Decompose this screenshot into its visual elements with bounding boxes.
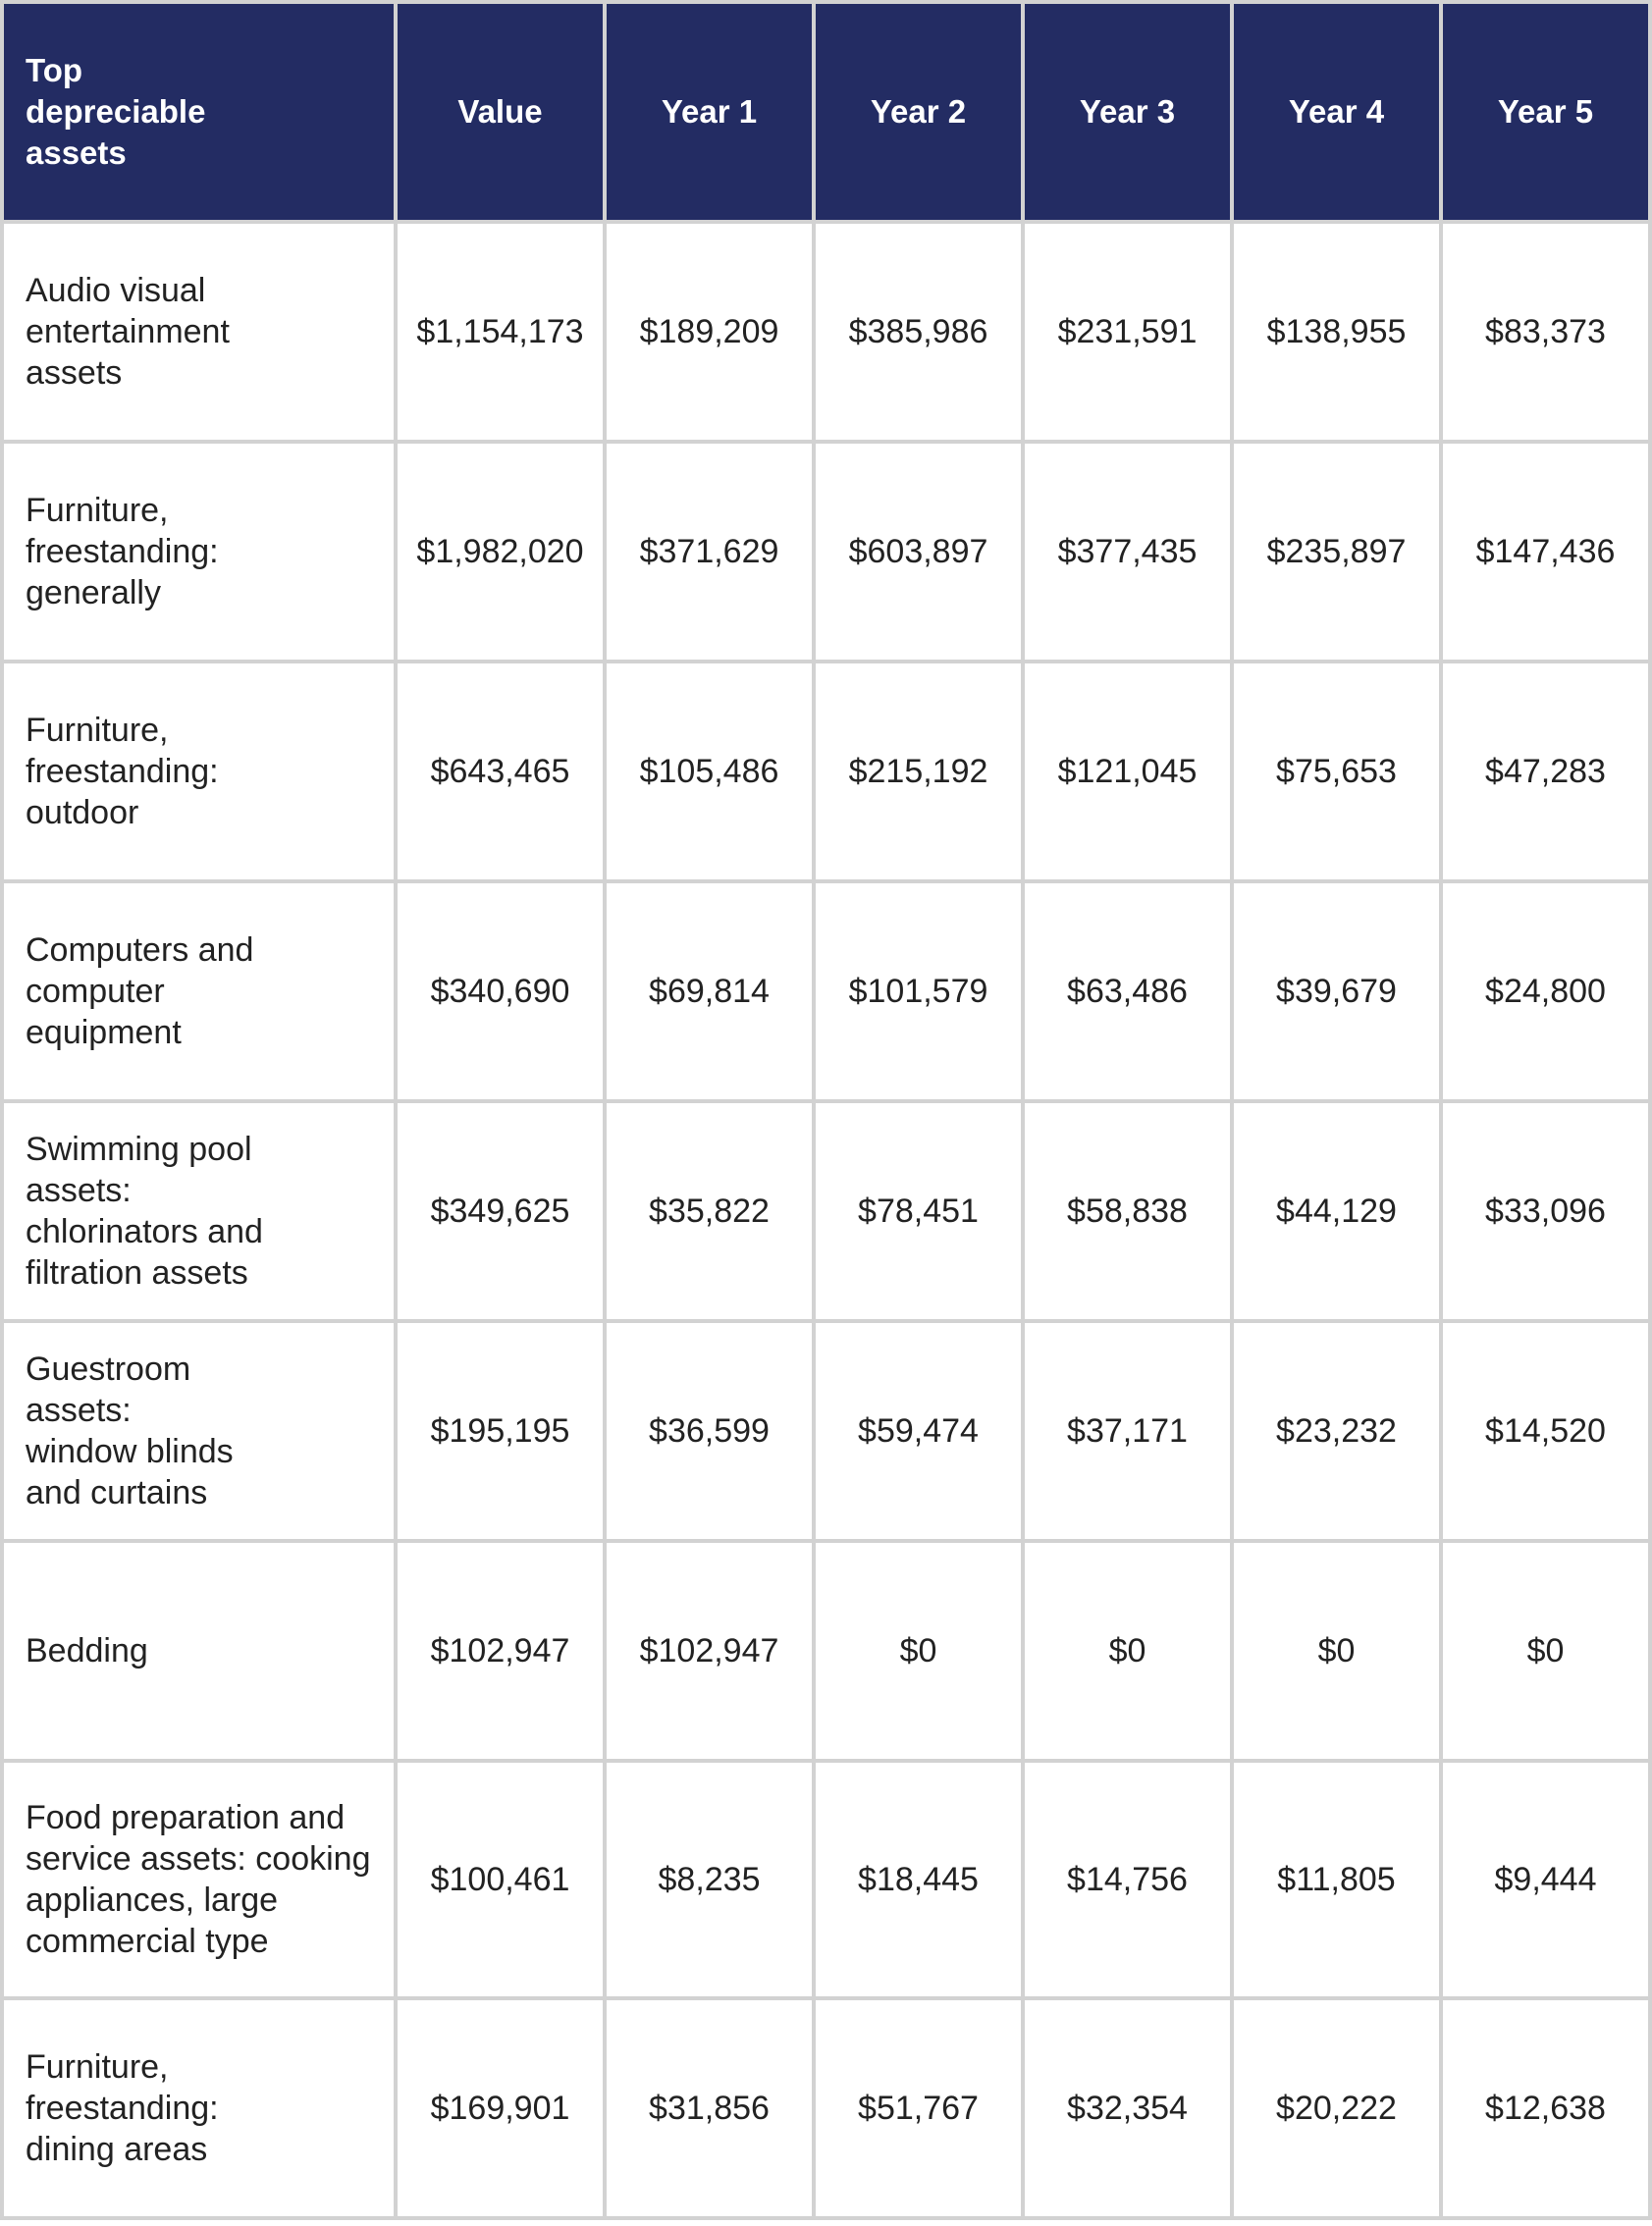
- cell-year-4: $39,679: [1232, 881, 1441, 1101]
- cell-year-2: $18,445: [814, 1761, 1023, 1998]
- table-row: [2, 1541, 1650, 1761]
- cell-year-3: $14,756: [1023, 1761, 1232, 1998]
- cell-year-1: $69,814: [605, 881, 814, 1101]
- cell-year-4: $20,222: [1232, 1998, 1441, 2218]
- cell-year-3: $0: [1023, 1541, 1232, 1761]
- cell-year-3: $377,435: [1023, 442, 1232, 662]
- asset-label: Furniture, freestanding: outdoor: [2, 662, 396, 881]
- asset-label: Computers and computer equipment: [2, 881, 396, 1101]
- cell-year-5: $33,096: [1441, 1101, 1650, 1321]
- cell-year-4: $11,805: [1232, 1761, 1441, 1998]
- cell-year-2: $385,986: [814, 222, 1023, 442]
- cell-year-3: $32,354: [1023, 1998, 1232, 2218]
- cell-value: $102,947: [396, 1541, 605, 1761]
- header-year-3: Year 3: [1023, 2, 1232, 222]
- cell-year-2: $101,579: [814, 881, 1023, 1101]
- cell-year-2: $0: [814, 1541, 1023, 1761]
- cell-value: $169,901: [396, 1998, 605, 2218]
- cell-value: $340,690: [396, 881, 605, 1101]
- table-row: [2, 442, 1650, 662]
- cell-year-4: $23,232: [1232, 1321, 1441, 1541]
- cell-year-5: $9,444: [1441, 1761, 1650, 1998]
- cell-year-5: $24,800: [1441, 881, 1650, 1101]
- header-year-2: Year 2: [814, 2, 1023, 222]
- table-row: [2, 1761, 1650, 1998]
- cell-year-5: $0: [1441, 1541, 1650, 1761]
- cell-value: $1,982,020: [396, 442, 605, 662]
- cell-year-2: $603,897: [814, 442, 1023, 662]
- header-year-4: Year 4: [1232, 2, 1441, 222]
- cell-year-3: $63,486: [1023, 881, 1232, 1101]
- asset-label: Food preparation and service assets: cooking appliances, large commercial type: [2, 1761, 396, 1998]
- cell-year-4: $44,129: [1232, 1101, 1441, 1321]
- cell-value: $100,461: [396, 1761, 605, 1998]
- cell-year-4: $138,955: [1232, 222, 1441, 442]
- asset-label: Furniture, freestanding: generally: [2, 442, 396, 662]
- table-row: [2, 662, 1650, 881]
- asset-label: Furniture, freestanding: dining areas: [2, 1998, 396, 2218]
- header-value: Value: [396, 2, 605, 222]
- cell-year-2: $59,474: [814, 1321, 1023, 1541]
- table-row: [2, 881, 1650, 1101]
- header-label-text: Top depreciable assets: [26, 52, 206, 171]
- cell-year-3: $231,591: [1023, 222, 1232, 442]
- cell-year-5: $83,373: [1441, 222, 1650, 442]
- cell-year-3: $37,171: [1023, 1321, 1232, 1541]
- asset-label: Swimming pool assets: chlorinators and filtration assets: [2, 1101, 396, 1321]
- cell-year-1: $31,856: [605, 1998, 814, 2218]
- table-row: [2, 1321, 1650, 1541]
- cell-year-5: $147,436: [1441, 442, 1650, 662]
- cell-year-1: $189,209: [605, 222, 814, 442]
- cell-value: $1,154,173: [396, 222, 605, 442]
- cell-year-2: $51,767: [814, 1998, 1023, 2218]
- asset-label: Audio visual entertainment assets: [2, 222, 396, 442]
- cell-value: $195,195: [396, 1321, 605, 1541]
- table-body: [2, 222, 1650, 2218]
- cell-year-1: $102,947: [605, 1541, 814, 1761]
- cell-year-1: $371,629: [605, 442, 814, 662]
- cell-year-2: $215,192: [814, 662, 1023, 881]
- cell-value: $643,465: [396, 662, 605, 881]
- header-row: [2, 2, 1650, 222]
- table-row: [2, 222, 1650, 442]
- cell-year-3: $121,045: [1023, 662, 1232, 881]
- cell-year-1: $8,235: [605, 1761, 814, 1998]
- cell-year-5: $12,638: [1441, 1998, 1650, 2218]
- asset-label: Bedding: [2, 1541, 396, 1761]
- cell-year-3: $58,838: [1023, 1101, 1232, 1321]
- cell-year-4: $75,653: [1232, 662, 1441, 881]
- cell-year-1: $36,599: [605, 1321, 814, 1541]
- cell-year-5: $47,283: [1441, 662, 1650, 881]
- header-year-5: Year 5: [1441, 2, 1650, 222]
- cell-year-1: $35,822: [605, 1101, 814, 1321]
- header-top-depreciable-assets: [2, 2, 396, 222]
- header-year-1: Year 1: [605, 2, 814, 222]
- cell-year-5: $14,520: [1441, 1321, 1650, 1541]
- cell-year-4: $235,897: [1232, 442, 1441, 662]
- cell-year-2: $78,451: [814, 1101, 1023, 1321]
- cell-year-1: $105,486: [605, 662, 814, 881]
- cell-year-4: $0: [1232, 1541, 1441, 1761]
- table-header: [2, 2, 1650, 222]
- table-row: [2, 1101, 1650, 1321]
- cell-value: $349,625: [396, 1101, 605, 1321]
- table-row: [2, 1998, 1650, 2218]
- asset-label: Guestroom assets: window blinds and curtains: [2, 1321, 396, 1541]
